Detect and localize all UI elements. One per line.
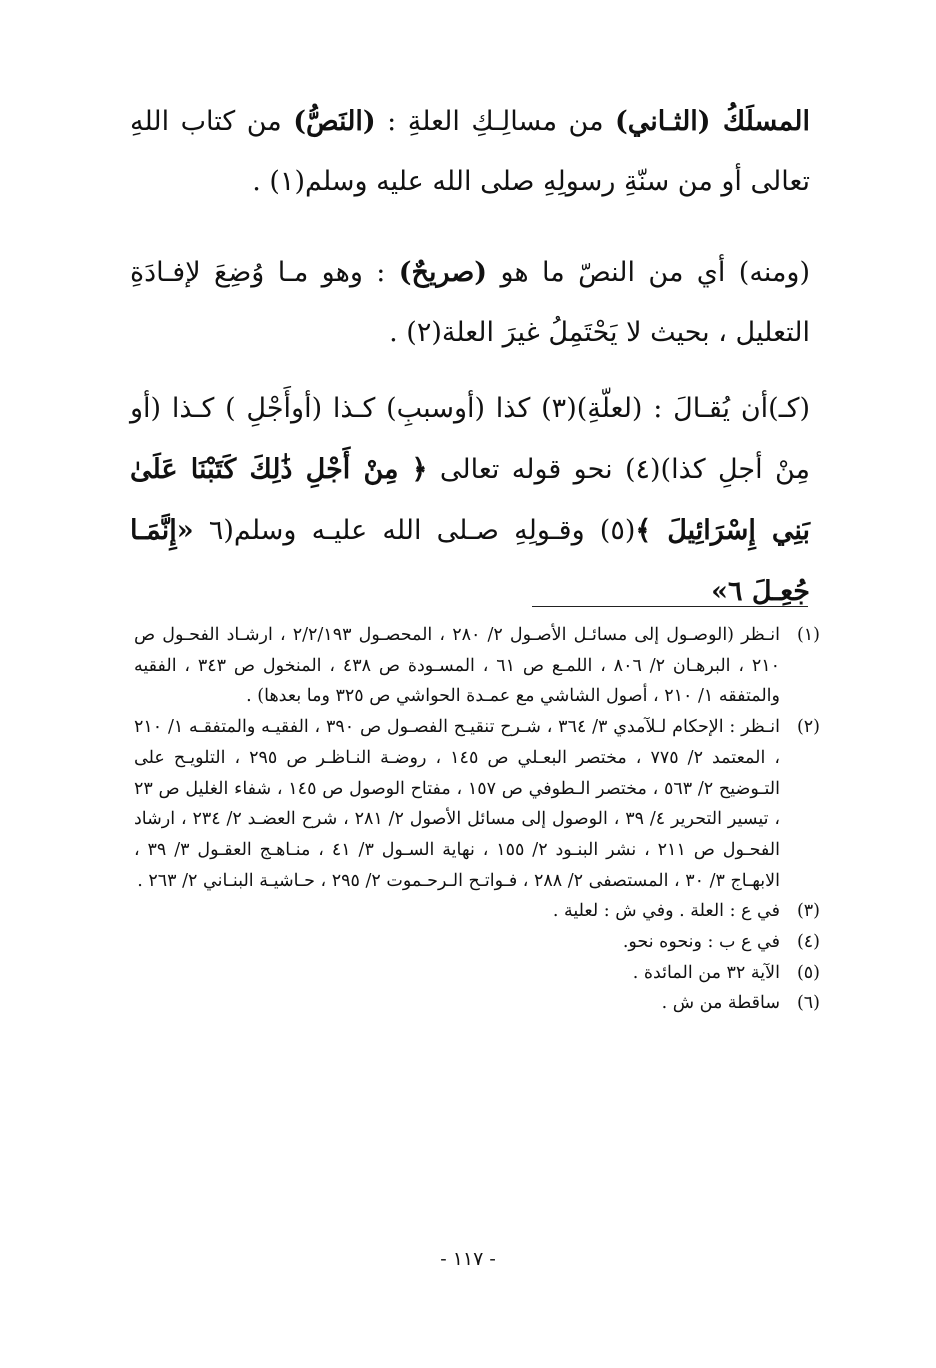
footnotes [134, 620, 820, 1019]
footnote-number: (٤) [796, 932, 820, 953]
footnote-text: انـظر (الوصـول إلى مسائـل الأصـول ٢/ ٢٨٠ ، المحصـول ٢/٢/١٩٣ ، ارشـاد الفحـول ص ٢١٠ ، البرهـان ٢/ ٨٠٦ ، اللمـع ص ٦١ ، المسـودة ص ٤٣٨ ، المنخول ص ٣٤٣ ، الفقيه والمتفقه ١/ ٢١٠ ، أصول الشاشي مع عمـدة الحواشي ص ٣٢٥ وما بعدها) . [134, 625, 781, 707]
heading-maslak: المسلَكُ (الثـاني) [615, 106, 810, 137]
paragraph-1 [130, 92, 810, 212]
page-number: - ١١٧ - [440, 1248, 496, 1270]
footnote-text: في ع ب : ونحوه نحو. [622, 932, 780, 953]
footnote [134, 620, 820, 712]
footnote [134, 988, 820, 1019]
paragraph-3 [130, 378, 810, 622]
paragraph-2 [130, 243, 810, 363]
footnote-number: (٣) [796, 901, 820, 922]
footnote [134, 712, 820, 896]
paragraph-3-start: (كـ)أن يُقـالَ : (لعلّةِ)(٣) كذا (أوسببِ) كـذا (أوأَجْلِ ) كـذا (أو مِنْ أجلِ كذا)(٤) نحو قوله تعالى [130, 393, 811, 485]
term-nass: (النَصُّ) [293, 106, 376, 137]
footnote [134, 896, 820, 927]
paragraph-1-rest: من كتاب اللهِ تعالى أو من سنّةِ رسولِهِ صلى الله عليه وسلم(١) . [130, 106, 810, 197]
footnote-text: في ع : العلة . وفي ش : لعلية . [552, 901, 780, 922]
footnote-text: انـظر : الإحكام لـلآمدي ٣/ ٣٦٤ ، شـرح تنقيـح الفصـول ص ٣٩٠ ، الفقيـه والمتفقـه ١/ ٢١٠ ، المعتمد ٢/ ٧٧٥ ، مختصر البعـلي ص ١٤٥ ، روضـة النـاظـر ص ٢٩٥ ، التلويـح على التـوضيح ٢/ ٥٦٣ ، مختصر الـطوفي ص ١٥٧ ، مفتاح الوصول ص ١٤٥ ، شفاء الغليل ص ٢٣ ، تيسير التحرير ٤/ ٣٩ ، الوصول إلى مسائل الأصول ٢/ ٢٨١ ، شرح العضـد ٢/ ٢٣٤ ، ارشاد الفحـول ص ٢١١ ، نشر البنـود ٢/ ١٥٥ ، نهاية السـول ٣/ ٤١ ، منـاهـج العقـول ٣/ ٣٩ ، الابهـاج ٣/ ٣٠ ، المستصفى ٢/ ٢٨٨ ، فـواتـح الـرحـموت ٢/ ٢٩٥ ، حـاشيـة البنـاني ٢/ ٢٦٣ . [134, 717, 781, 891]
hadith-quote: «إِنَّمَـا جُعِـلَ ٦» [130, 515, 810, 607]
footnote [134, 958, 820, 989]
footnote-number: (١) [796, 625, 820, 645]
term-sareeh: (صريحٌ) [398, 257, 488, 288]
paragraph-1-mid: من مسالِـكِ العلةِ : [375, 106, 615, 137]
paragraph-2-start: (ومنه) أي من النصّ ما هو [487, 257, 810, 288]
footnote-text: الآية ٣٢ من المائدة . [632, 962, 780, 983]
footnote-separator [532, 606, 808, 607]
paragraph-2-rest: : وهو مـا وُضِعَ لإفـادَةِ التعليل ، بحيث لا يَحْتَمِلُ غيرَ العلة(٢) . [130, 257, 810, 348]
footnote-number: (٥) [796, 962, 820, 983]
footnote-number: (٢) [796, 717, 820, 738]
footnote [134, 927, 820, 958]
footnote-text: ساقطة من ش . [661, 993, 780, 1014]
paragraph-3-rest: (٥) وقـولِهِ صـلى الله عليـه وسلم(٦ [193, 515, 636, 546]
footnote-number: (٦) [796, 993, 820, 1014]
quran-verse: ﴿ مِنْ أَجْلِ ذَٰلِكَ كَتَبْنَا عَلَىٰ بَنِي إِسْرَائِيلَ ﴾ [130, 454, 810, 546]
